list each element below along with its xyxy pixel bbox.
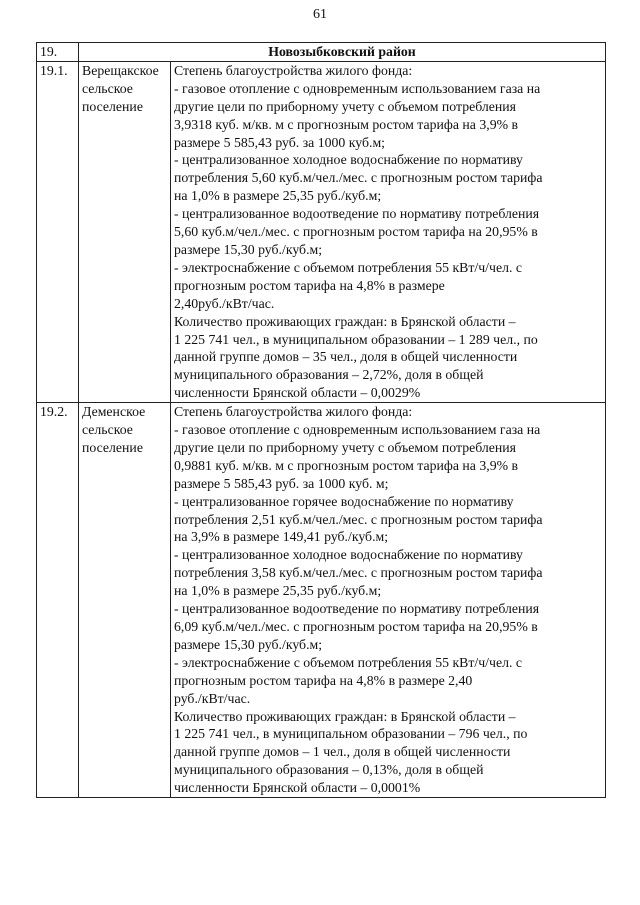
description-line: прогнозным ростом тарифа на 4,8% в размере	[174, 277, 445, 293]
description-line: 1 225 741 чел., в муниципальном образовании – 796 чел., по	[174, 726, 528, 742]
description-line: данной группе домов – 1 чел., доля в общей численности	[174, 744, 511, 760]
description-line: на 1,0% в размере 25,35 руб./куб.м;	[174, 188, 382, 204]
description-line: другие цели по приборному учету с объемом потребления	[174, 439, 517, 455]
description-line: потребления 5,60 куб.м/чел./мес. с прогнозным ростом тарифа	[174, 170, 543, 186]
settlement-name-line: сельское	[82, 80, 133, 96]
description-line: - централизованное холодное водоснабжение по нормативу	[174, 152, 523, 168]
description-line: потребления 2,51 куб.м/чел./мес. с прогнозным ростом тарифа	[174, 511, 543, 527]
description-line: - газовое отопление с одновременным использованием газа на	[174, 422, 541, 438]
settlement-name	[79, 403, 171, 798]
description-line: численности Брянской области – 0,0029%	[174, 385, 421, 401]
description-line: размере 15,30 руб./куб.м;	[174, 241, 323, 257]
description-line: - централизованное холодное водоснабжение по нормативу	[174, 547, 523, 563]
district-title: Новозыбковский район	[79, 43, 606, 62]
description-line: - электроснабжение с объемом потребления 55 кВт/ч/чел. с	[174, 654, 522, 670]
description-line: 2,40руб./кВт/час.	[174, 295, 275, 311]
district-number: 19.	[37, 43, 79, 62]
row-description	[171, 61, 606, 402]
description-line: данной группе домов – 35 чел., доля в общей численности	[174, 349, 518, 365]
settlement-name	[79, 61, 171, 402]
district-header-row	[37, 43, 606, 62]
description-line: Количество проживающих граждан: в Брянской области –	[174, 708, 516, 724]
description-line: 1 225 741 чел., в муниципальном образовании – 1 289 чел., по	[174, 331, 538, 347]
description-line: на 3,9% в размере 149,41 руб./куб.м;	[174, 529, 389, 545]
description-line: - централизованное горячее водоснабжение по нормативу	[174, 493, 514, 509]
description-line: Степень благоустройства жилого фонда:	[174, 62, 413, 78]
description-line: 6,09 куб.м/чел./мес. с прогнозным ростом тарифа на 20,95% в	[174, 619, 538, 634]
description-line: - газовое отопление с одновременным использованием газа на	[174, 80, 541, 96]
description-line: - централизованное водоотведение по нормативу потребления	[174, 601, 540, 617]
row-number: 19.2.	[37, 403, 79, 798]
settlement-name-line: сельское	[82, 422, 133, 438]
description-line: на 1,0% в размере 25,35 руб./куб.м;	[174, 583, 382, 599]
table-row	[37, 61, 606, 402]
description-line: размере 5 585,43 руб. за 1000 куб. м;	[174, 475, 389, 491]
settlement-name-line: Деменское	[82, 404, 146, 420]
description-line: - электроснабжение с объемом потребления 55 кВт/ч/чел. с	[174, 259, 522, 275]
description-line: 3,9318 куб. м/кв. м с прогнозным ростом тарифа на 3,9% в	[174, 116, 519, 132]
table-row	[37, 403, 606, 798]
description-line: Количество проживающих граждан: в Брянской области –	[174, 313, 516, 329]
description-line: руб./кВт/час.	[174, 690, 251, 706]
description-line: 5,60 куб.м/чел./мес. с прогнозным ростом тарифа на 20,95% в	[174, 224, 538, 240]
settlement-name-line: Верещакское	[82, 62, 159, 78]
description-line: размере 15,30 руб./куб.м;	[174, 636, 323, 652]
description-line: - централизованное водоотведение по нормативу потребления	[174, 206, 540, 222]
description-line: другие цели по приборному учету с объемом потребления	[174, 98, 517, 114]
description-line: численности Брянской области – 0,0001%	[174, 780, 421, 796]
description-line: муниципального образования – 0,13%, доля в общей	[174, 762, 484, 778]
tariff-table	[36, 42, 606, 798]
page-number: 61	[313, 7, 327, 22]
settlement-name-line: поселение	[82, 98, 143, 114]
description-line: размере 5 585,43 руб. за 1000 куб.м;	[174, 134, 386, 150]
row-number: 19.1.	[37, 61, 79, 402]
settlement-name-line: поселение	[82, 439, 143, 455]
description-line: потребления 3,58 куб.м/чел./мес. с прогнозным ростом тарифа	[174, 565, 543, 581]
row-description	[171, 403, 606, 798]
description-line: Степень благоустройства жилого фонда:	[174, 404, 413, 420]
description-line: муниципального образования – 2,72%, доля в общей	[174, 367, 484, 383]
description-line: прогнозным ростом тарифа на 4,8% в размере 2,40	[174, 672, 473, 688]
description-line: 0,9881 куб. м/кв. м с прогнозным ростом тарифа на 3,9% в	[174, 457, 519, 473]
